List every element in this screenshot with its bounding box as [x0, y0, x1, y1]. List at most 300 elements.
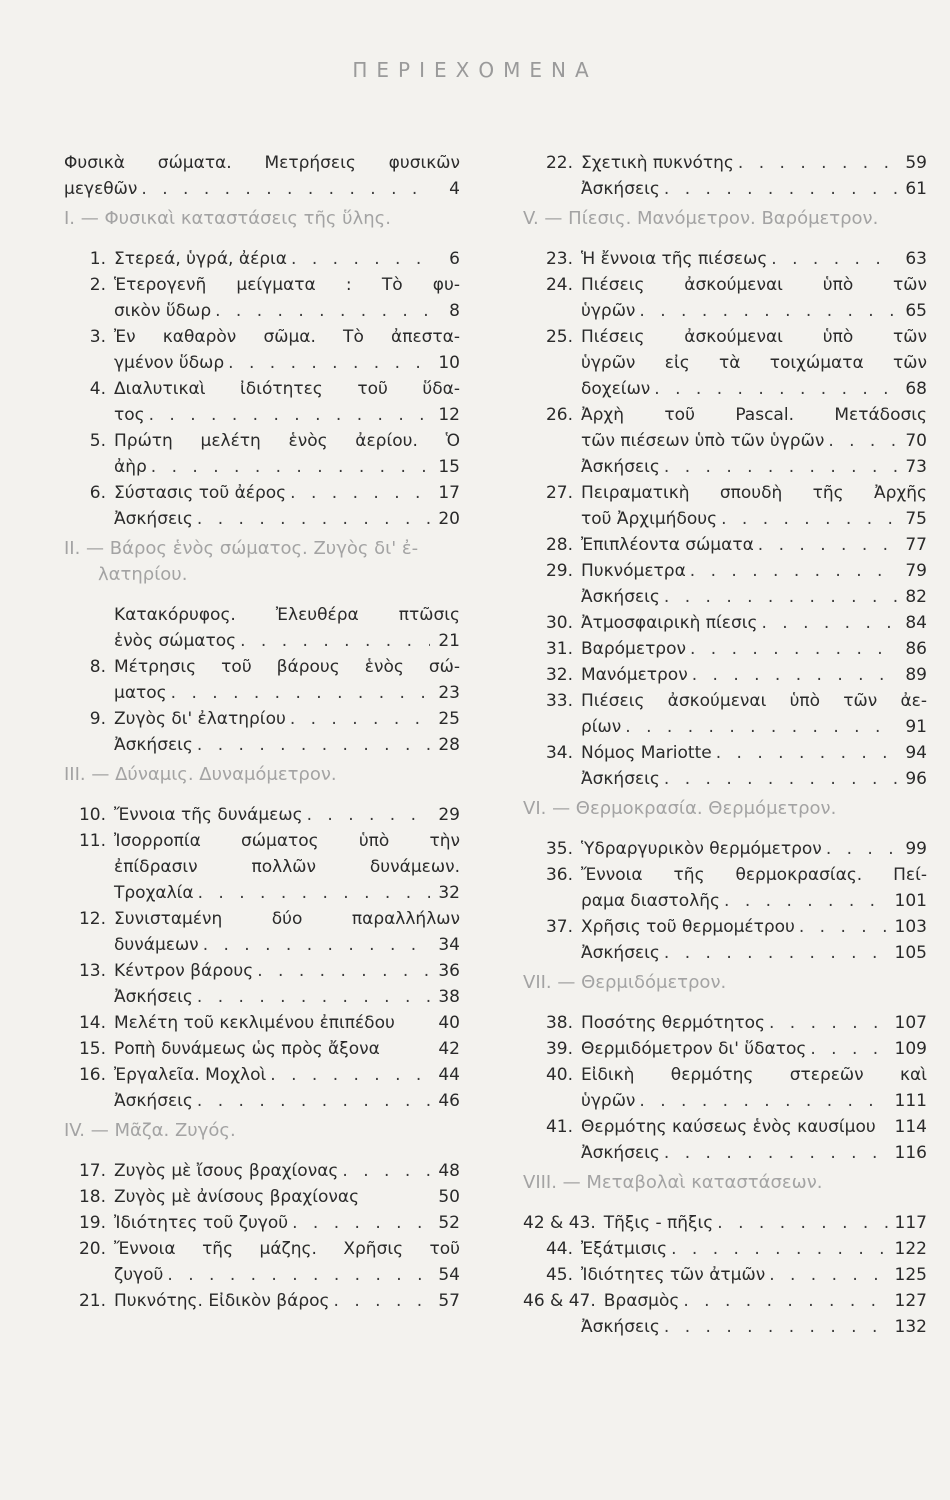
entry-number: 33. [545, 691, 573, 711]
dot-leader [654, 376, 897, 402]
entry-title: Κέντρον βάρους [114, 961, 254, 981]
entry-title-line [581, 836, 927, 862]
entry-title-line [114, 706, 460, 732]
toc-entry[interactable] [64, 906, 460, 958]
toc-entry[interactable] [523, 940, 927, 966]
toc-entry[interactable] [523, 1288, 927, 1314]
entry-body [581, 1010, 927, 1036]
toc-entry[interactable] [523, 1314, 927, 1340]
entry-body [114, 1010, 460, 1036]
section-heading-text: λατηρίου. [98, 564, 188, 585]
entry-title: μεγεθῶν [64, 179, 138, 199]
entry-title-line [581, 246, 927, 272]
page-title: ΠΕΡΙΕΧΟΜΕΝΑ [352, 58, 598, 82]
entry-body [114, 706, 460, 732]
toc-entry[interactable] [523, 914, 927, 940]
entry-page-number: 86 [905, 639, 927, 659]
entry-title-line [114, 454, 460, 480]
entry-body [114, 1210, 460, 1236]
entry-number: 6. [89, 483, 106, 503]
entry-body [114, 802, 460, 828]
entry-number: 3. [89, 327, 106, 347]
toc-entry[interactable] [64, 984, 460, 1010]
entry-title: Ζυγὸς μὲ ἴσους βραχίονας [114, 1161, 339, 1181]
entry-spacer [380, 1036, 436, 1062]
toc-entry[interactable] [523, 1236, 927, 1262]
entry-title-line [581, 1236, 927, 1262]
section-heading-text: VIII. — Μεταβολαὶ καταστάσεων. [523, 1172, 823, 1193]
entry-title-line [114, 1262, 460, 1288]
entry-number: 40. [545, 1065, 573, 1085]
toc-entry[interactable] [523, 740, 927, 766]
entry-page-number: 42 [438, 1039, 460, 1059]
entry-number: 39. [545, 1039, 573, 1059]
dot-leader [291, 246, 430, 272]
entry-body [114, 376, 460, 428]
entry-body [581, 940, 927, 966]
toc-entry[interactable] [64, 1288, 460, 1314]
section-heading [64, 1118, 460, 1144]
entry-title: Σχετικὴ πυκνότης [581, 153, 734, 173]
dot-leader [292, 1210, 430, 1236]
entry-title-line [114, 506, 460, 532]
dot-leader [826, 836, 897, 862]
entry-title: ἀὴρ [114, 457, 147, 477]
entry-body [581, 610, 927, 636]
entry-title: Ζυγὸς δι' ἐλατηρίου [114, 709, 286, 729]
entry-page-number: 127 [894, 1291, 927, 1311]
toc-entry[interactable] [523, 532, 927, 558]
entry-title-line: Ἐν καθαρὸν σῶμα. Τὸ ἀπεστα- [114, 327, 460, 347]
entry-title: ραμα διαστολῆς [581, 891, 721, 911]
dot-leader [771, 246, 897, 272]
entry-page-number: 46 [438, 1091, 460, 1111]
toc-entry[interactable] [64, 1062, 460, 1088]
dot-leader [215, 298, 430, 324]
entry-body [581, 1114, 927, 1140]
toc-entry[interactable] [523, 862, 927, 914]
entry-body [581, 836, 927, 862]
toc-entry[interactable] [523, 176, 927, 202]
toc-entry[interactable] [523, 584, 927, 610]
entry-title: Μελέτη τοῦ κεκλιμένου ἐπιπέδου [114, 1013, 395, 1033]
entry-number: 15. [78, 1039, 106, 1059]
toc-entry[interactable] [523, 1114, 927, 1140]
toc-entry[interactable] [523, 836, 927, 862]
toc-entry[interactable] [523, 610, 927, 636]
entry-page-number: 52 [438, 1213, 460, 1233]
entry-number: 10. [78, 805, 106, 825]
entry-body [581, 532, 927, 558]
entry-number: 46 & 47. [523, 1291, 596, 1311]
entry-title-line [114, 1158, 460, 1184]
entry-title: Ἡ ἔννοια τῆς πιέσεως [581, 249, 768, 269]
entry-title-line: ὑγρῶν εἰς τὰ τοιχώματα τῶν [581, 353, 927, 373]
dot-leader [664, 454, 897, 480]
toc-entry[interactable] [64, 428, 460, 480]
entry-title-line [581, 376, 927, 402]
dot-leader [197, 984, 430, 1010]
entry-title: Ἀσκήσεις [581, 179, 660, 199]
toc-entry[interactable] [523, 1262, 927, 1288]
entry-body [114, 428, 460, 480]
entry-page-number: 122 [894, 1239, 927, 1259]
entry-title-line [114, 350, 460, 376]
entry-body [114, 1036, 460, 1062]
section-heading [523, 1170, 927, 1196]
dot-leader [664, 1140, 889, 1166]
entry-page-number: 54 [438, 1265, 460, 1285]
toc-entry[interactable] [64, 732, 460, 758]
entry-title: Ὑδραργυρικὸν θερμόμετρον [581, 839, 822, 859]
entry-title-line [581, 1262, 927, 1288]
entry-body [581, 1314, 927, 1340]
entry-title: Ἐξάτμισις [581, 1239, 668, 1259]
toc-entry[interactable] [523, 636, 927, 662]
entry-title-line [581, 176, 927, 202]
toc-entry[interactable] [64, 1184, 460, 1210]
entry-title-line [581, 940, 927, 966]
entry-title: Ἀτμοσφαιρικὴ πίεσις [581, 613, 758, 633]
entry-body [581, 766, 927, 792]
entry-body [581, 862, 927, 914]
entry-body [581, 324, 927, 402]
dot-leader [197, 732, 430, 758]
toc-right-column [523, 150, 927, 1340]
toc-entry[interactable] [64, 324, 460, 376]
section-heading [64, 762, 460, 788]
dot-leader [761, 610, 897, 636]
dot-leader [769, 1262, 888, 1288]
entry-title: τος [114, 405, 145, 425]
entry-title-line [581, 1314, 927, 1340]
entry-page-number: 68 [905, 379, 927, 399]
entry-title-line: Ἑτερογενῆ μείγματα : Τὸ φυ- [114, 275, 460, 295]
toc-entry[interactable] [523, 324, 927, 402]
dot-leader [810, 1036, 888, 1062]
entry-title-line: Πιέσεις ἀσκούμεναι ὑπὸ τῶν ἀε- [581, 691, 927, 711]
entry-page-number: 23 [438, 683, 460, 703]
dot-leader [828, 428, 897, 454]
entry-title-line: Κατακόρυφος. Ἐλευθέρα πτῶσις [114, 605, 460, 625]
entry-page-number: 65 [905, 301, 927, 321]
entry-page-number: 75 [905, 509, 927, 529]
entry-title: Στερεά, ὑγρά, ἀέρια [114, 249, 288, 269]
dot-leader [171, 680, 430, 706]
dot-leader [334, 1288, 430, 1314]
entry-title-line [114, 1210, 460, 1236]
dot-leader [664, 940, 889, 966]
section-heading-text: III. — Δύναμις. Δυναμόμετρον. [64, 764, 337, 785]
entry-page-number: 38 [438, 987, 460, 1007]
entry-body [114, 984, 460, 1010]
toc-entry[interactable] [523, 688, 927, 740]
toc-entry[interactable] [64, 1088, 460, 1114]
entry-title-line: Μέτρησις τοῦ βάρους ἑνὸς σώ- [114, 657, 460, 677]
entry-title-line [581, 1114, 927, 1140]
entry-title: Χρῆσις τοῦ θερμομέτρου [581, 917, 795, 937]
entry-body [114, 1236, 460, 1288]
toc-entry[interactable] [523, 272, 927, 324]
entry-title: Μανόμετρον [581, 665, 688, 685]
entry-number: 1. [89, 249, 106, 269]
dot-leader [198, 880, 430, 906]
entry-body [581, 454, 927, 480]
entry-title-line [581, 740, 927, 766]
entry-body [581, 688, 927, 740]
toc-entry[interactable] [523, 1036, 927, 1062]
entry-page-number: 28 [438, 735, 460, 755]
entry-number: 18. [78, 1187, 106, 1207]
entry-body [581, 246, 927, 272]
entry-title-line: Ἔννοια τῆς θερμοκρασίας. Πεί- [581, 865, 927, 885]
entry-title-line [114, 958, 460, 984]
entry-title-line [114, 880, 460, 906]
entry-title-line [114, 402, 460, 428]
entry-body [604, 1210, 927, 1236]
entry-title: Σύστασις τοῦ ἀέρος [114, 483, 287, 503]
entry-title-line: Πιέσεις ἀσκούμεναι ὑπὸ τῶν [581, 275, 927, 295]
entry-title-line [581, 714, 927, 740]
entry-title: σικὸν ὕδωρ [114, 301, 212, 321]
section-heading-text: V. — Πίεσις. Μανόμετρον. Βαρόμετρον. [523, 208, 879, 229]
entry-page-number: 107 [894, 1013, 927, 1033]
entry-body [581, 636, 927, 662]
entry-body [114, 1184, 460, 1210]
entry-number: 31. [545, 639, 573, 659]
entry-number: 22. [545, 153, 573, 173]
entry-title: γμένον ὕδωρ [114, 353, 225, 373]
entry-title: Ἰδιότητες τῶν ἀτμῶν [581, 1265, 766, 1285]
toc-entry[interactable] [64, 376, 460, 428]
entry-body [114, 324, 460, 376]
entry-title: ἑνὸς σώματος [114, 631, 237, 651]
entry-number: 19. [78, 1213, 106, 1233]
toc-entry[interactable] [64, 958, 460, 984]
entry-page-number: 91 [905, 717, 927, 737]
entry-title: Ἀσκήσεις [581, 1317, 660, 1337]
toc-entry[interactable] [523, 1010, 927, 1036]
entry-number: 16. [78, 1065, 106, 1085]
entry-title: δυνάμεων [114, 935, 199, 955]
dot-leader [639, 298, 897, 324]
entry-title-line [581, 610, 927, 636]
entry-title: ὑγρῶν [581, 301, 636, 321]
entry-title: Ἀσκήσεις [581, 457, 660, 477]
entry-title: ὑγρῶν [581, 1091, 636, 1111]
entry-body [114, 1288, 460, 1314]
toc-entry[interactable] [64, 802, 460, 828]
dot-leader [197, 1088, 430, 1114]
toc-entry[interactable] [523, 246, 927, 272]
entry-body [604, 1288, 927, 1314]
entry-page-number: 6 [449, 249, 460, 269]
entry-page-number: 103 [894, 917, 927, 937]
entry-number: 17. [78, 1161, 106, 1181]
entry-body [114, 828, 460, 906]
toc-entry[interactable] [523, 662, 927, 688]
entry-title-line [114, 246, 460, 272]
entry-number: 23. [545, 249, 573, 269]
toc-entry[interactable] [64, 706, 460, 732]
toc-entry[interactable] [523, 454, 927, 480]
entry-title-line [114, 1010, 460, 1036]
toc-entry[interactable] [64, 1236, 460, 1288]
entry-body [581, 402, 927, 454]
entry-number: 13. [78, 961, 106, 981]
toc-entry[interactable] [523, 1062, 927, 1114]
toc-entry[interactable] [523, 480, 927, 532]
dot-leader [664, 584, 897, 610]
entry-body [581, 176, 927, 202]
dot-leader [639, 1088, 888, 1114]
entry-number: 37. [545, 917, 573, 937]
toc-entry[interactable] [64, 1210, 460, 1236]
entry-title: Θερμότης καύσεως ἑνὸς καυσίμου [581, 1117, 876, 1137]
toc-entry[interactable] [523, 1210, 927, 1236]
entry-page-number: 84 [905, 613, 927, 633]
entry-number: 20. [78, 1239, 106, 1259]
toc-entry[interactable] [64, 828, 460, 906]
entry-title: Ἀσκήσεις [581, 943, 660, 963]
dot-leader [151, 454, 430, 480]
toc-entry[interactable] [64, 1036, 460, 1062]
entry-number: 32. [545, 665, 573, 685]
entry-body [114, 246, 460, 272]
toc-entry[interactable] [523, 1140, 927, 1166]
entry-title: Ἀσκήσεις [114, 987, 193, 1007]
entry-spacer [359, 1184, 436, 1210]
entry-title: Θερμιδόμετρον δι' ὕδατος [581, 1039, 807, 1059]
entry-number: 41. [545, 1117, 573, 1137]
entry-number: 34. [545, 743, 573, 763]
entry-page-number: 73 [905, 457, 927, 477]
entry-number: 35. [545, 839, 573, 859]
entry-title: ρίων [581, 717, 622, 737]
entry-title-line: Συνισταμένη δύο παραλλήλων [114, 909, 460, 929]
entry-page-number: 77 [905, 535, 927, 555]
entry-number: 21. [78, 1291, 106, 1311]
toc-entry[interactable] [64, 480, 460, 506]
entry-title-line [581, 150, 927, 176]
dot-leader [290, 706, 430, 732]
section-heading [64, 536, 460, 588]
entry-title: ματος [114, 683, 167, 703]
entry-page-number: 79 [905, 561, 927, 581]
toc-entry[interactable] [64, 506, 460, 532]
entry-body [581, 740, 927, 766]
entry-title-line [581, 454, 927, 480]
entry-page-number: 12 [438, 405, 460, 425]
entry-number: 4. [89, 379, 106, 399]
entry-title-line [581, 662, 927, 688]
entry-title: Ποσότης θερμότητος [581, 1013, 765, 1033]
entry-title-line: Πιέσεις ἀσκούμεναι ὑπὸ τῶν [581, 327, 927, 347]
dot-leader [257, 958, 430, 984]
toc-entry[interactable] [523, 402, 927, 454]
entry-title-line [581, 298, 927, 324]
entry-body [581, 1140, 927, 1166]
entry-title: ζυγοῦ [114, 1265, 164, 1285]
dot-leader [342, 1158, 430, 1184]
entry-page-number: 99 [905, 839, 927, 859]
toc-entry[interactable] [523, 766, 927, 792]
dot-leader [769, 1010, 889, 1036]
entry-title: Νόμος Mariotte [581, 743, 712, 763]
entry-page-number: 109 [894, 1039, 927, 1059]
entry-body [114, 480, 460, 506]
toc-entry[interactable] [64, 1158, 460, 1184]
entry-body [114, 272, 460, 324]
entry-title-line [114, 1036, 460, 1062]
section-heading-text: VII. — Θερμιδόμετρον. [523, 972, 727, 993]
dot-leader [203, 932, 430, 958]
entry-title-line: ἐπίδρασιν πολλῶν δυνάμεων. [114, 857, 460, 877]
entry-page-number: 36 [438, 961, 460, 981]
entry-page-number: 94 [905, 743, 927, 763]
entry-title: Ἀσκήσεις [114, 1091, 193, 1111]
toc-entry[interactable] [64, 602, 460, 654]
entry-title: Τροχαλία [114, 883, 194, 903]
entry-page-number: 29 [438, 805, 460, 825]
entry-page-number: 57 [438, 1291, 460, 1311]
entry-title: Ἔννοια τῆς δυνάμεως [114, 805, 303, 825]
entry-number: 38. [545, 1013, 573, 1033]
toc-entry[interactable] [64, 1010, 460, 1036]
entry-title-line [114, 1288, 460, 1314]
entry-body [581, 1236, 927, 1262]
dot-leader [228, 350, 430, 376]
entry-number: 8. [89, 657, 106, 677]
entry-number: 27. [545, 483, 573, 503]
toc-entry[interactable] [64, 272, 460, 324]
entry-page-number: 21 [438, 631, 460, 651]
entry-title-line [581, 558, 927, 584]
section-heading-text: VI. — Θερμοκρασία. Θερμόμετρον. [523, 798, 837, 819]
entry-page-number: 89 [905, 665, 927, 685]
entry-page-number: 61 [905, 179, 927, 199]
dot-leader [799, 914, 889, 940]
entry-title-line [114, 298, 460, 324]
entry-page-number: 101 [894, 891, 927, 911]
toc-entry[interactable] [64, 654, 460, 706]
entry-body [114, 958, 460, 984]
dot-leader [307, 802, 430, 828]
toc-entry[interactable] [523, 558, 927, 584]
entry-page-number: 114 [894, 1117, 927, 1137]
entry-title: Ζυγὸς μὲ ἀνίσους βραχίονας [114, 1187, 360, 1207]
entry-body [581, 272, 927, 324]
entry-body [114, 506, 460, 532]
section-heading [64, 206, 460, 232]
section-heading-text: IV. — Μᾶζα. Ζυγός. [64, 1120, 236, 1141]
entry-page-number: 48 [438, 1161, 460, 1181]
entry-body [114, 1062, 460, 1088]
entry-number: 26. [545, 405, 573, 425]
toc-entry[interactable] [64, 150, 460, 202]
toc-entry[interactable] [64, 246, 460, 272]
entry-title: Ἀσκήσεις [581, 1143, 660, 1163]
entry-body [581, 662, 927, 688]
entry-number: 44. [545, 1239, 573, 1259]
dot-leader [664, 766, 897, 792]
entry-page-number: 40 [438, 1013, 460, 1033]
entry-title-line [581, 506, 927, 532]
toc-entry[interactable] [523, 150, 927, 176]
entry-page-number: 15 [438, 457, 460, 477]
entry-page-number: 17 [438, 483, 460, 503]
dot-leader [690, 636, 897, 662]
